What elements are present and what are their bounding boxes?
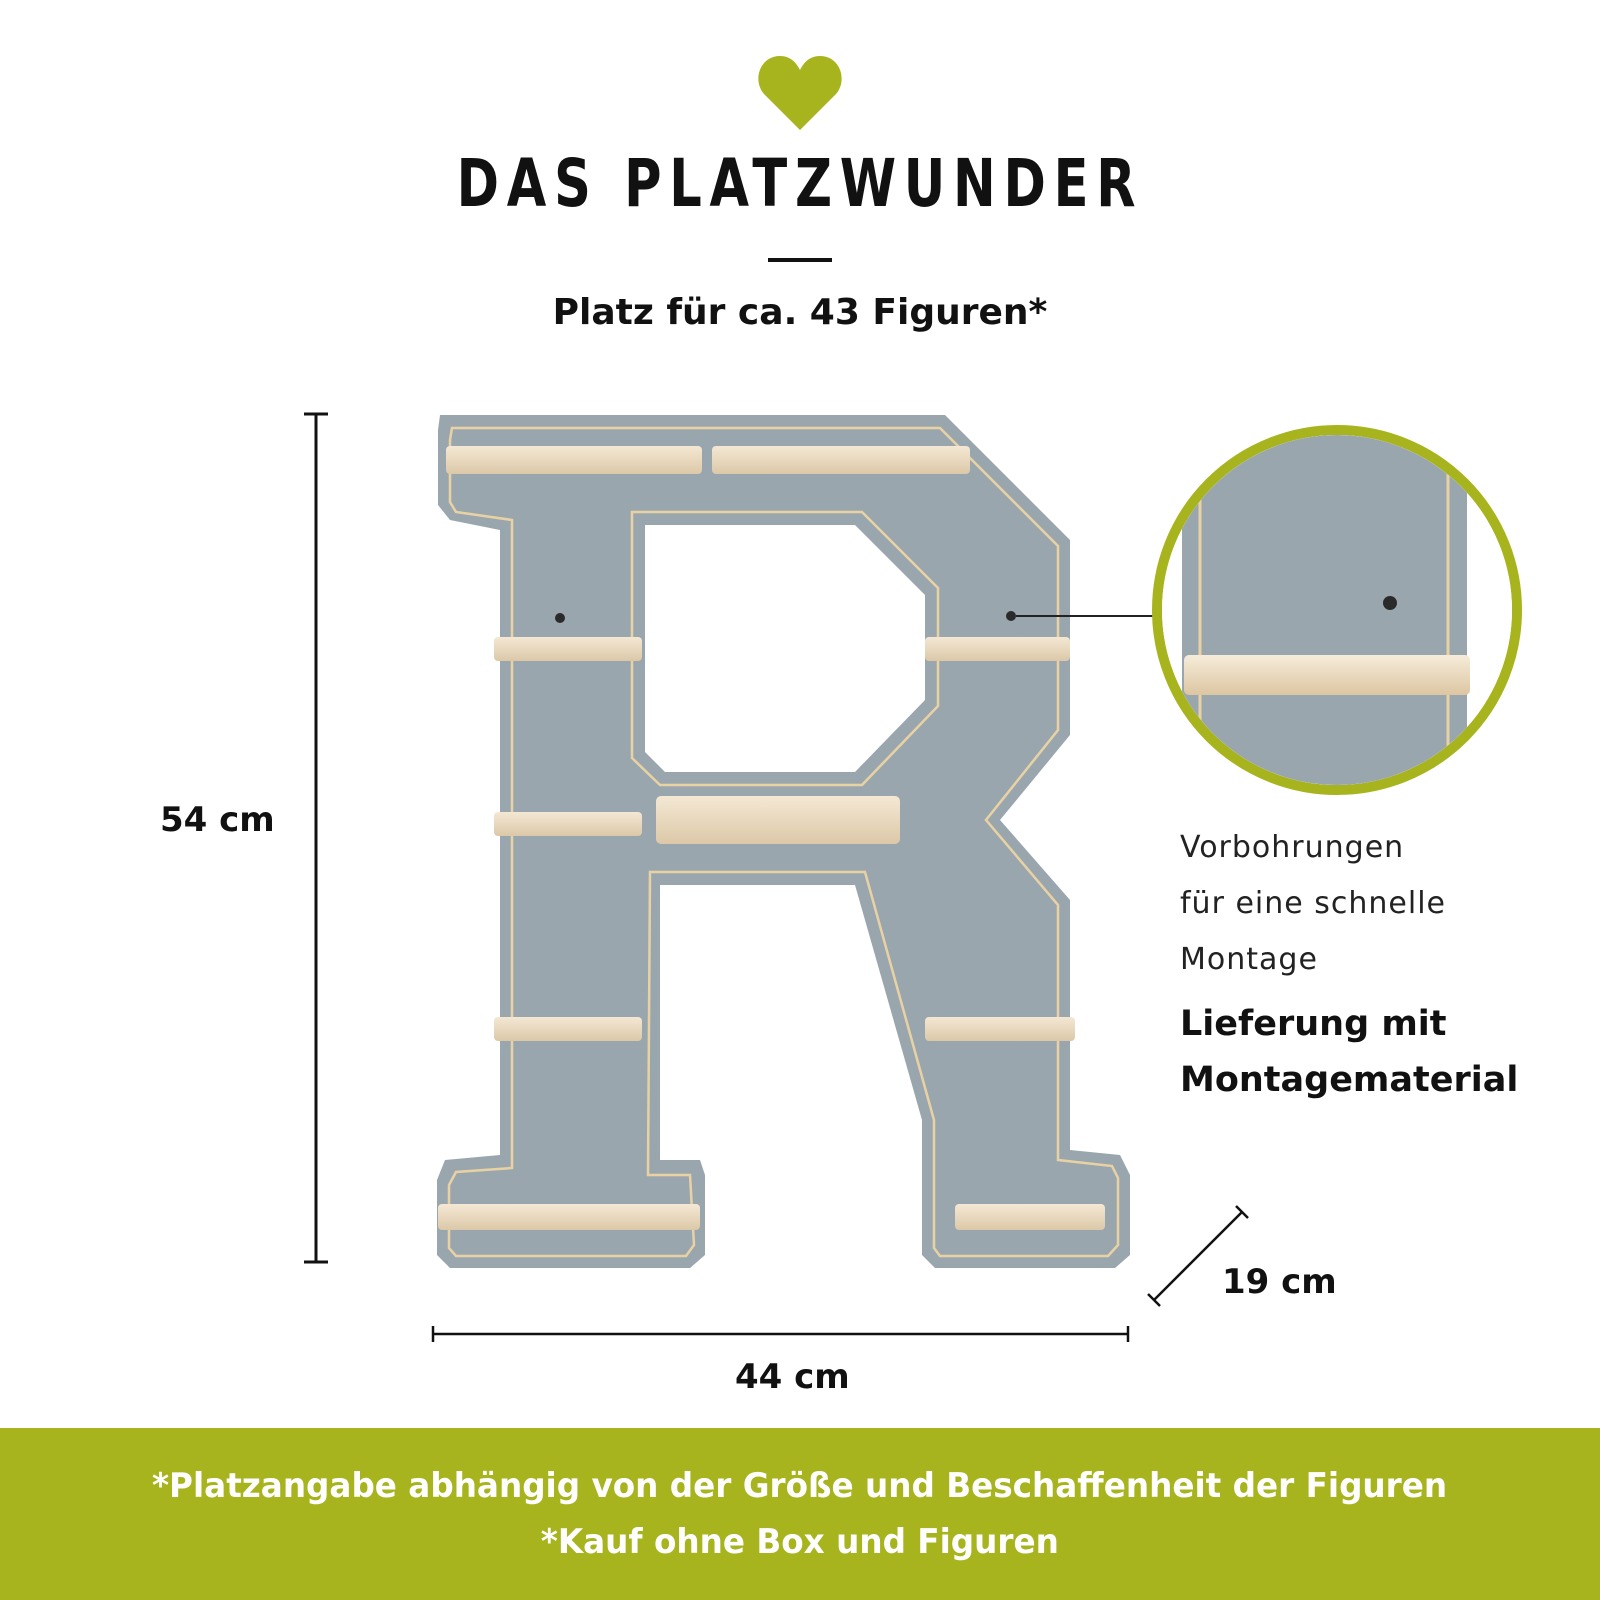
mounting-info — [1180, 820, 1600, 1108]
page-subtitle: Platz für ca. 43 Figuren* — [552, 292, 1048, 333]
height-dimension-line — [304, 414, 328, 1262]
screw-hole — [555, 613, 565, 623]
detail-zoom-circle — [1152, 425, 1522, 795]
width-dimension-line — [433, 1326, 1128, 1342]
info-line: Montage — [1180, 942, 1318, 977]
footer-note: *Platzangabe abhängig von der Größe und Beschaffenheit der Figuren — [152, 1466, 1448, 1506]
screw-hole — [1383, 596, 1397, 610]
delivery-line: Montagematerial — [1180, 1060, 1519, 1100]
width-label: 44 cm — [735, 1357, 850, 1397]
info-line: für eine schnelle — [1180, 886, 1446, 921]
screw-hole — [1006, 611, 1016, 621]
page-title: DAS PLATZWUNDER — [456, 145, 1144, 222]
height-label: 54 cm — [160, 800, 275, 840]
footer-banner — [0, 1428, 1600, 1600]
info-line: Vorbohrungen — [1180, 830, 1405, 865]
footer-note: *Kauf ohne Box und Figuren — [540, 1522, 1060, 1562]
depth-label: 19 cm — [1222, 1262, 1337, 1302]
delivery-line: Lieferung mit — [1180, 1004, 1447, 1044]
